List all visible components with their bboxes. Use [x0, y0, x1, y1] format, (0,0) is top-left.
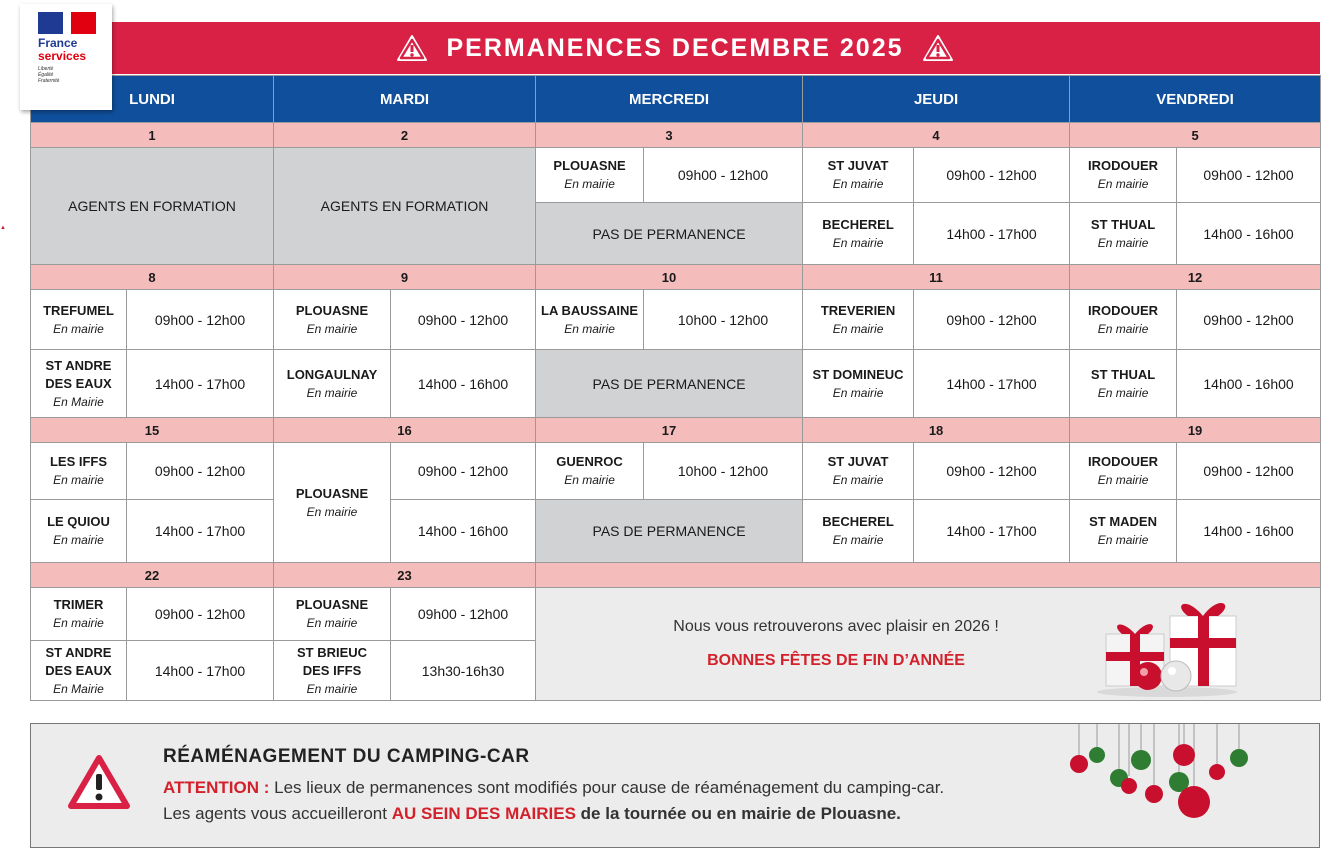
time-cell: 14h00 - 16h00: [391, 500, 536, 563]
notice-line-1: ATTENTION : Les lieux de permanences sont modifiés pour cause de réaménagement du camping-car.: [163, 778, 945, 797]
time-cell: 09h00 - 12h00: [127, 443, 274, 500]
date-cell: 3: [536, 123, 803, 148]
time-cell: 09h00 - 12h00: [644, 148, 803, 203]
day-header-row: [31, 76, 1321, 123]
logo-line-1: France: [38, 36, 78, 50]
logo-line-2: services: [38, 49, 87, 63]
location-cell: ST MADEN En mairie: [1070, 500, 1177, 563]
location-cell: PLOUASNE En mairie: [274, 443, 391, 563]
warning-icon: [396, 34, 428, 62]
location-cell: BECHEREL En mairie: [803, 203, 914, 265]
time-cell: 14h00 - 17h00: [914, 203, 1070, 265]
time-cell: 09h00 - 12h00: [914, 148, 1070, 203]
day-header: VENDREDI: [1070, 76, 1321, 123]
location-cell: LES IFFS En mairie: [31, 443, 127, 500]
time-cell: 14h00 - 17h00: [127, 350, 274, 418]
date-row: [31, 418, 1321, 443]
notice-box: [30, 723, 1320, 848]
no-service-cell: PAS DE PERMANENCE: [536, 500, 803, 563]
time-cell: 10h00 - 12h00: [644, 443, 803, 500]
slot-row: [31, 588, 1321, 641]
day-header: LUNDI: [31, 76, 274, 123]
message-line-1: Nous vous retrouverons avec plaisir en 2026 !: [673, 618, 999, 635]
slot-row: [31, 350, 1321, 418]
date-cell: 10: [536, 265, 803, 290]
slot-row: [31, 443, 1321, 500]
date-cell: 18: [803, 418, 1070, 443]
location-cell: TREVERIEN En mairie: [803, 290, 914, 350]
no-service-cell: PAS DE PERMANENCE: [536, 350, 803, 418]
time-cell: 09h00 - 12h00: [1177, 443, 1321, 500]
time-cell: 14h00 - 17h00: [914, 350, 1070, 418]
date-cell: 16: [274, 418, 536, 443]
time-cell: 13h30-16h30: [391, 641, 536, 701]
date-cell: 17: [536, 418, 803, 443]
location-cell: BECHEREL En mairie: [803, 500, 914, 563]
marianne-flag-icon: [38, 12, 96, 34]
date-cell: 12: [1070, 265, 1321, 290]
location-cell: PLOUASNE En mairie: [274, 588, 391, 641]
page-title: PERMANENCES DECEMBRE 2025: [446, 33, 904, 62]
location-cell: ST THUAL En mairie: [1070, 350, 1177, 418]
message-line-2: BONNES FÊTES DE FIN D’ANNÉE: [707, 652, 965, 669]
time-cell: 09h00 - 12h00: [1177, 290, 1321, 350]
location-cell: LONGAULNAY En mairie: [274, 350, 391, 418]
location-cell: TRIMER En mairie: [31, 588, 127, 641]
time-cell: 14h00 - 17h00: [127, 500, 274, 563]
time-cell: 10h00 - 12h00: [644, 290, 803, 350]
location-cell: GUENROC En mairie: [536, 443, 644, 500]
training-cell: AGENTS EN FORMATION: [31, 148, 274, 265]
location-cell: IRODOUER En mairie: [1070, 443, 1177, 500]
logo-motto: Liberté Égalité Fraternité: [38, 66, 60, 84]
france-services-logo: [20, 4, 112, 110]
location-cell: ST JUVAT En mairie: [803, 443, 914, 500]
notice-title: RÉAMÉNAGEMENT DU CAMPING-CAR: [163, 746, 530, 767]
time-cell: 09h00 - 12h00: [391, 443, 536, 500]
time-cell: 09h00 - 12h00: [391, 290, 536, 350]
date-cell-empty: [536, 563, 1321, 588]
date-cell: 8: [31, 265, 274, 290]
day-header: JEUDI: [803, 76, 1070, 123]
date-cell: 23: [274, 563, 536, 588]
date-cell: 1: [31, 123, 274, 148]
date-cell: 19: [1070, 418, 1321, 443]
training-cell: AGENTS EN FORMATION: [274, 148, 536, 265]
slot-row: [31, 500, 1321, 563]
warning-icon: [67, 754, 131, 810]
holiday-message: [536, 588, 1321, 701]
time-cell: 14h00 - 16h00: [391, 350, 536, 418]
gift-boxes-icon: [1092, 594, 1242, 698]
slot-row: [31, 290, 1321, 350]
time-cell: 09h00 - 12h00: [127, 290, 274, 350]
date-cell: 5: [1070, 123, 1321, 148]
time-cell: 09h00 - 12h00: [127, 588, 274, 641]
date-cell: 11: [803, 265, 1070, 290]
date-row: [31, 123, 1321, 148]
location-cell: ST BRIEUC DES IFFS En mairie: [274, 641, 391, 701]
location-cell: ST ANDRE DES EAUX En Mairie: [31, 641, 127, 701]
location-cell: IRODOUER En mairie: [1070, 148, 1177, 203]
date-cell: 9: [274, 265, 536, 290]
warning-icon: [922, 34, 954, 62]
date-cell: 15: [31, 418, 274, 443]
time-cell: 09h00 - 12h00: [391, 588, 536, 641]
christmas-baubles-icon: [1059, 724, 1249, 849]
location-cell: ST ANDRE DES EAUX En Mairie: [31, 350, 127, 418]
date-cell: 2: [274, 123, 536, 148]
location-cell: LA BAUSSAINE En mairie: [536, 290, 644, 350]
title-bar: [30, 22, 1320, 74]
time-cell: 09h00 - 12h00: [1177, 148, 1321, 203]
location-cell: PLOUASNE En mairie: [274, 290, 391, 350]
slot-row: [31, 148, 1321, 203]
time-cell: 09h00 - 12h00: [914, 290, 1070, 350]
time-cell: 14h00 - 16h00: [1177, 350, 1321, 418]
day-header: MARDI: [274, 76, 536, 123]
location-cell: ST JUVAT En mairie: [803, 148, 914, 203]
date-cell: 22: [31, 563, 274, 588]
time-cell: 14h00 - 16h00: [1177, 203, 1321, 265]
time-cell: 14h00 - 16h00: [1177, 500, 1321, 563]
day-header: MERCREDI: [536, 76, 803, 123]
location-cell: TREFUMEL En mairie: [31, 290, 127, 350]
edge-mark: ▲: [0, 225, 6, 231]
no-service-cell: PAS DE PERMANENCE: [536, 203, 803, 265]
location-cell: LE QUIOU En mairie: [31, 500, 127, 563]
notice-line-2: Les agents vous accueilleront AU SEIN DES MAIRIES de la tournée ou en mairie de Plouasne.: [163, 804, 901, 823]
date-row: [31, 563, 1321, 588]
schedule-table: [30, 75, 1321, 701]
date-row: [31, 265, 1321, 290]
location-cell: IRODOUER En mairie: [1070, 290, 1177, 350]
time-cell: 14h00 - 17h00: [127, 641, 274, 701]
location-cell: ST THUAL En mairie: [1070, 203, 1177, 265]
date-cell: 4: [803, 123, 1070, 148]
location-cell: ST DOMINEUC En mairie: [803, 350, 914, 418]
location-cell: PLOUASNE En mairie: [536, 148, 644, 203]
time-cell: 09h00 - 12h00: [914, 443, 1070, 500]
time-cell: 14h00 - 17h00: [914, 500, 1070, 563]
